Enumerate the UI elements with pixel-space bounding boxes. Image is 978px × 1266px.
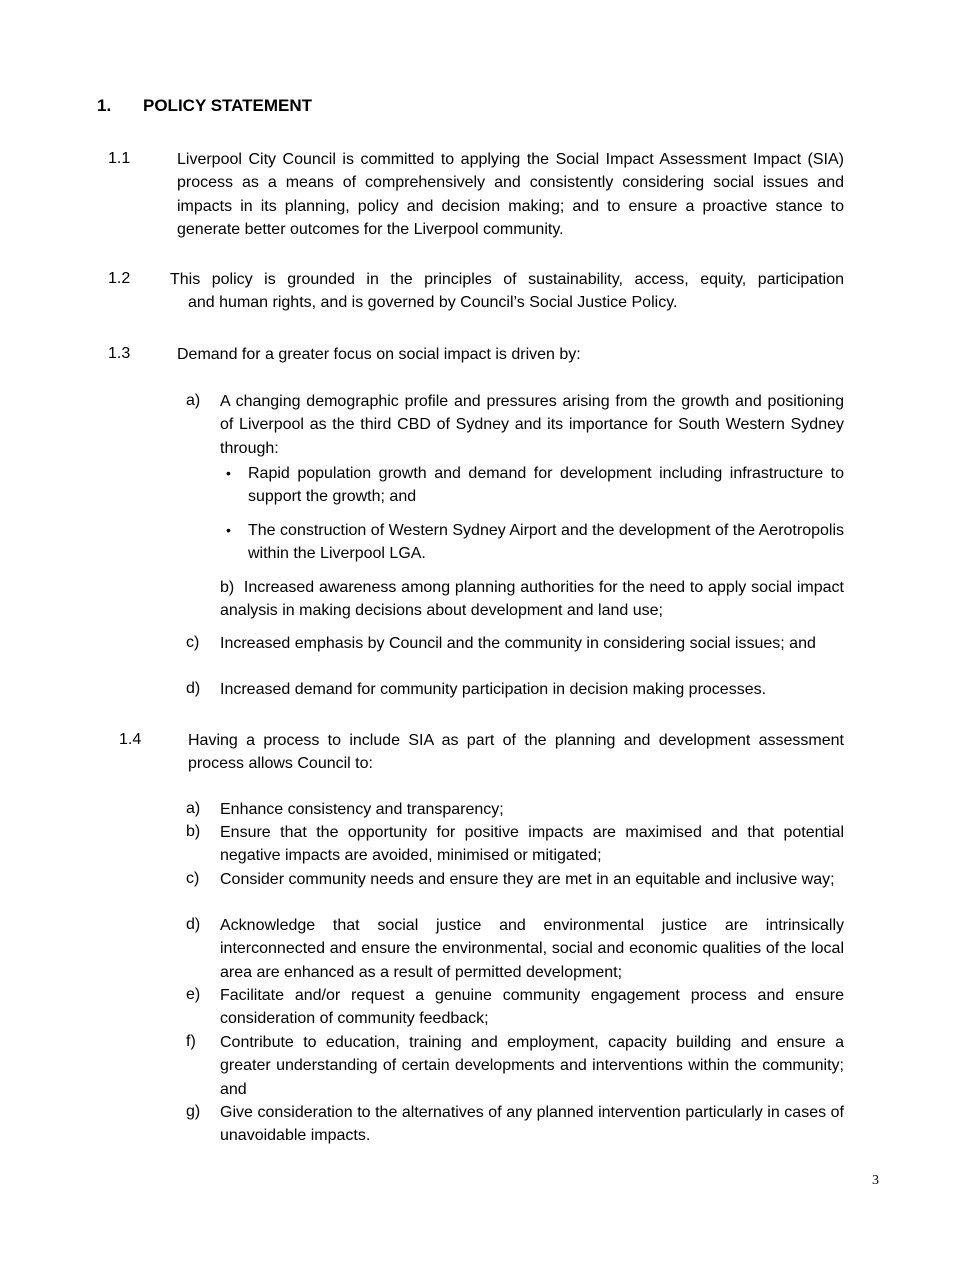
list-label: d) [186, 916, 201, 933]
bullet-icon: • [226, 522, 231, 538]
clause-number-1-2: 1.2 [108, 270, 131, 287]
list-item-text: Acknowledge that social justice and environmental justice are intrinsically interconnected and ensure the environmental, social and economic qualities of the local area are enhanced as a result of permitted development; [220, 917, 844, 981]
list-label: g) [186, 1103, 201, 1120]
list-item-text: Facilitate and/or request a genuine community engagement process and ensure consideration of community feedback; [220, 987, 844, 1028]
section-number: 1. [97, 96, 112, 115]
list-item-b [220, 576, 844, 623]
list-label: c) [186, 870, 200, 887]
list-item-text: Contribute to education, training and employment, capacity building and ensure a greater understanding of certain developments and interventions within the community; and [220, 1034, 844, 1098]
list-item-text [220, 821, 844, 868]
list-label: d) [186, 680, 201, 697]
list-label: f) [186, 1033, 196, 1050]
list-item-c-text: Increased emphasis by Council and the community in considering social issues; and [220, 635, 816, 652]
bullet-item-2: The construction of Western Sydney Airport and the development of the Aerotropolis within the Liverpool LGA. [248, 522, 844, 563]
list-item-text-content: Ensure that the opportunity for positive impacts are maximised and that potential negative impacts are avoided, minimised or mitigated; [220, 824, 844, 865]
clause-number-1-4: 1.4 [119, 731, 142, 748]
list-label: e) [186, 986, 201, 1003]
list-item-b-text: Increased awareness among planning authorities for the need to apply social impact analysis in making decisions about development and land use; [220, 579, 844, 620]
list-item-text: Consider community needs and ensure they are met in an equitable and inclusive way; [220, 871, 835, 888]
list-label: b) [220, 579, 235, 596]
clause-1-1-text: Liverpool City Council is committed to applying the Social Impact Assessment Impact (SIA) process as a means of comprehensively and consistently considering social issues and impacts in its planning, policy and decision making; and to ensure a proactive stance to generate better outcomes for the Liverpool community. [177, 151, 844, 238]
list-label: c) [186, 634, 200, 651]
clause-1-2-line-2: and human rights, and is governed by Council’s Social Justice Policy. [188, 294, 678, 311]
bullet-item-1: Rapid population growth and demand for development including infrastructure to support the growth; and [248, 465, 844, 506]
clause-number-1-3: 1.3 [108, 345, 131, 362]
bullet-icon: • [226, 465, 231, 481]
list-label: b) [186, 823, 201, 840]
clause-1-2-line-1: This policy is grounded in the principles of sustainability, access, equity, participation [170, 271, 844, 288]
list-label: a) [186, 392, 201, 409]
list-label: a) [186, 800, 201, 817]
section-title: POLICY STATEMENT [143, 96, 313, 115]
list-item-text: Give consideration to the alternatives of any planned intervention particularly in cases of unavoidable impacts. [220, 1104, 844, 1145]
clause-number-1-1: 1.1 [108, 150, 131, 167]
list-item-a-text: A changing demographic profile and pressures arising from the growth and positioning of Liverpool as the third CBD of Sydney and its importance for South Western Sydney through: [220, 393, 844, 457]
list-item-d-text: Increased demand for community participation in decision making processes. [220, 681, 767, 698]
clause-1-3-intro: Demand for a greater focus on social impact is driven by: [177, 346, 581, 363]
list-item-text: Enhance consistency and transparency; [220, 801, 504, 818]
clause-1-4-intro: Having a process to include SIA as part of the planning and development assessment process allows Council to: [188, 732, 844, 773]
page-title [97, 96, 312, 116]
page-number: 3 [872, 1173, 879, 1188]
